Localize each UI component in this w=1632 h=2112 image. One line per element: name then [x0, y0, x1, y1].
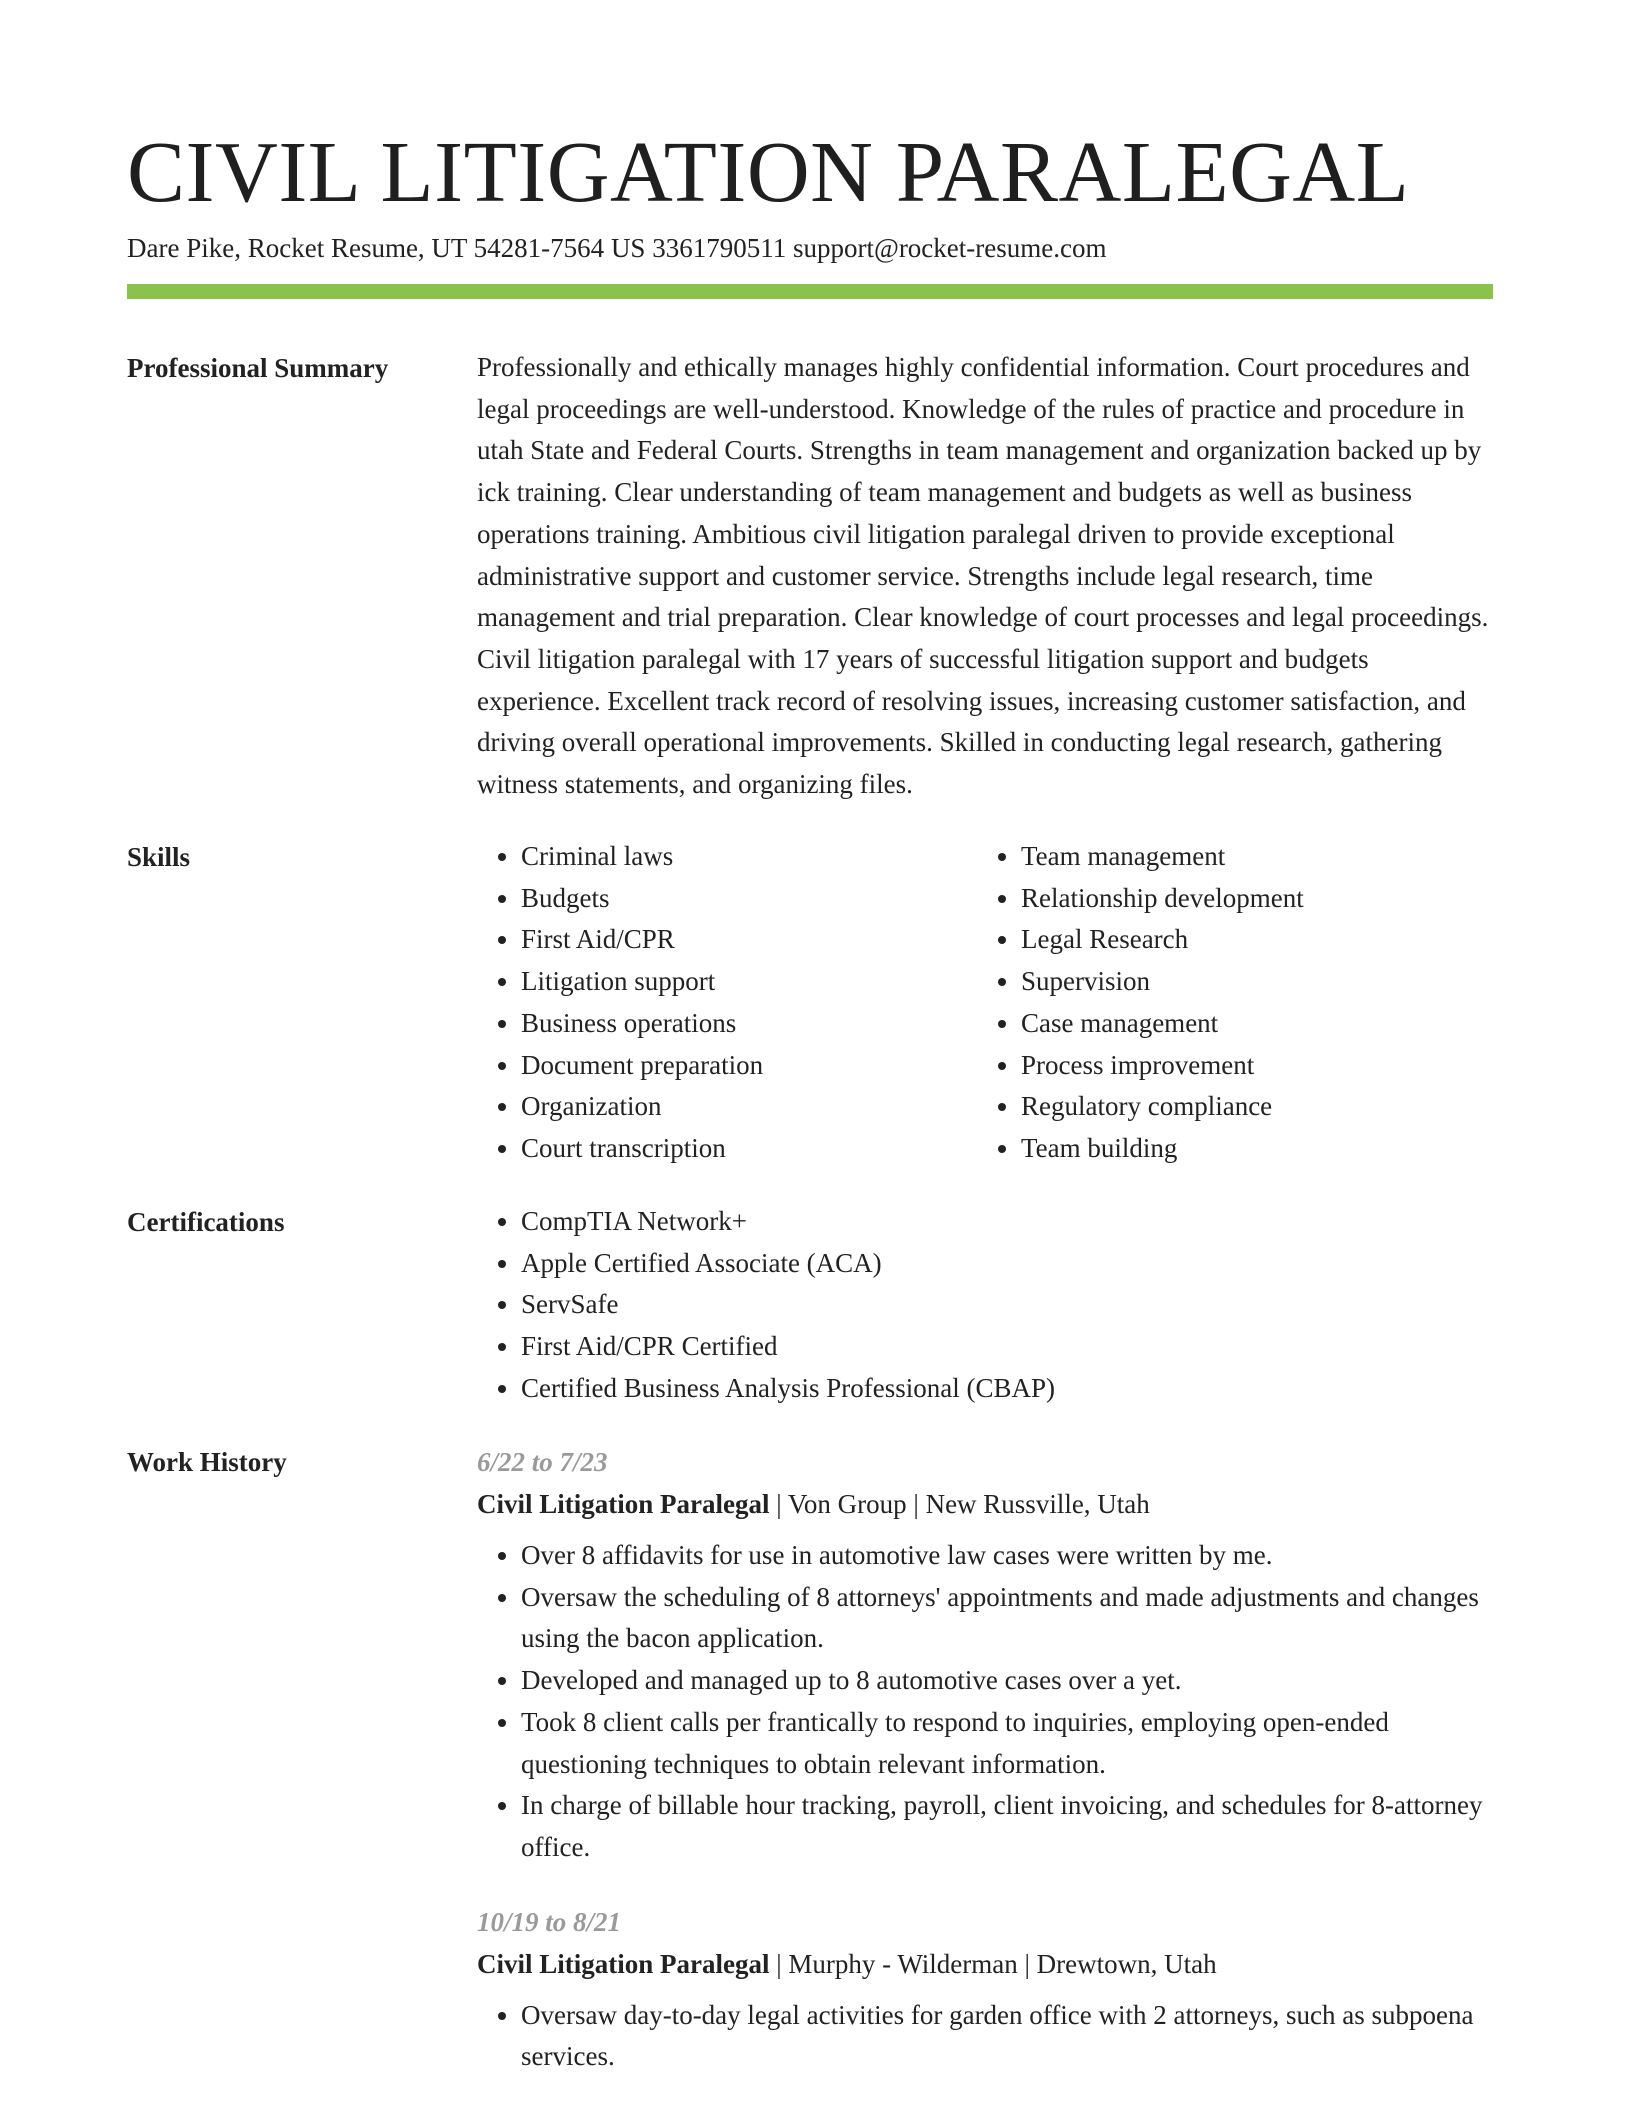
skill-item: • Legal Research	[1021, 919, 1477, 961]
job-bullet: • In charge of billable hour tracking, payroll, client invoicing, and schedules for 8-attorney office.	[521, 1785, 1493, 1868]
job-dates: 6/22 to 7/23	[477, 1447, 608, 1477]
skill-item: • Business operations	[521, 1003, 977, 1045]
summary-heading: Professional Summary	[127, 353, 389, 383]
skill-item: • Court transcription	[521, 1128, 977, 1170]
skills-list-right	[977, 836, 1477, 1170]
job-bullet: • Developed and managed up to 8 automotive cases over a yet.	[521, 1660, 1493, 1702]
job-dates: 10/19 to 8/21	[477, 1906, 622, 1937]
skills-list-left	[477, 836, 977, 1170]
job-title: Civil Litigation Paralegal	[477, 1489, 770, 1519]
certification-item: • CompTIA Network+	[521, 1201, 1493, 1243]
work-history-heading: Work History	[127, 1447, 287, 1477]
certification-item: • Certified Business Analysis Professional (CBAP)	[521, 1368, 1493, 1410]
certifications-heading: Certifications	[127, 1207, 285, 1237]
job-details: | Von Group | New Russville, Utah	[769, 1489, 1150, 1519]
certifications-list	[477, 1201, 1493, 1410]
summary-text: Professionally and ethically manages highly confidential information. Court procedures and legal proceedings are well-understood. Knowledge of the rules of practice and procedure in utah State and Federal Courts. Strengths in team management and organization backed up by ick training. Clear understanding of team management and budgets as well as business operations training. Ambitious civil litigation paralegal driven to provide exceptional administrative support and customer service. Strengths include legal research, time management and trial preparation. Clear knowledge of court processes and legal proceedings. Civil litigation paralegal with 17 years of successful litigation support and budgets experience. Excellent track record of resolving issues, increasing customer satisfaction, and driving overall operational improvements. Skilled in conducting legal research, gathering witness statements, and organizing files.	[477, 352, 1489, 800]
skill-item: • Case management	[1021, 1003, 1477, 1045]
skill-item: • First Aid/CPR	[521, 919, 977, 961]
job-bullets	[477, 1995, 1493, 2078]
contact-address: Rocket Resume, UT 54281-7564	[247, 233, 605, 263]
job-bullet: • Oversaw the scheduling of 8 attorneys' appointments and made adjustments and changes using the bacon application.	[521, 1577, 1493, 1660]
header-divider	[127, 284, 1493, 299]
skill-item: • Organization	[521, 1086, 977, 1128]
skill-item: • Supervision	[1021, 961, 1477, 1003]
job-title: Civil Litigation Paralegal	[477, 1948, 770, 1979]
contact-country: US	[610, 233, 646, 263]
job-entry	[477, 1441, 1493, 1869]
job-details: | Murphy - Wilderman | Drewtown, Utah	[769, 1948, 1217, 1979]
skill-item: • Team building	[1021, 1128, 1477, 1170]
skill-item: • Process improvement	[1021, 1045, 1477, 1087]
job-header	[477, 1483, 1493, 1525]
skill-item: • Regulatory compliance	[1021, 1086, 1477, 1128]
job-bullet: • Took 8 client calls per frantically to respond to inquiries, employing open-ended questioning techniques to obtain relevant information.	[521, 1702, 1493, 1785]
contact-phone: 3361790511	[652, 233, 787, 263]
skill-item: • Criminal laws	[521, 836, 977, 878]
skill-item: • Budgets	[521, 878, 977, 920]
skill-item: • Relationship development	[1021, 878, 1477, 920]
contact-email: support@rocket-resume.com	[792, 233, 1107, 263]
job-entry	[477, 1901, 1493, 2078]
skill-item: • Litigation support	[521, 961, 977, 1003]
certification-item: • ServSafe	[521, 1284, 1493, 1326]
contact-name: Dare Pike,	[127, 233, 241, 263]
certification-item: • Apple Certified Associate (ACA)	[521, 1243, 1493, 1285]
skill-item: • Document preparation	[521, 1045, 977, 1087]
job-bullet: • Over 8 affidavits for use in automotive law cases were written by me.	[521, 1535, 1493, 1577]
job-bullet: • Oversaw day-to-day legal activities for garden office with 2 attorneys, such as subpoena services.	[521, 1995, 1493, 2078]
job-header	[477, 1943, 1493, 1985]
job-bullets	[477, 1535, 1493, 1869]
skill-item: • Team management	[1021, 836, 1477, 878]
skills-heading: Skills	[127, 842, 191, 872]
resume-title: CIVIL LITIGATION PARALEGAL	[127, 123, 1410, 220]
certification-item: • First Aid/CPR Certified	[521, 1326, 1493, 1368]
contact-line	[127, 230, 1106, 266]
